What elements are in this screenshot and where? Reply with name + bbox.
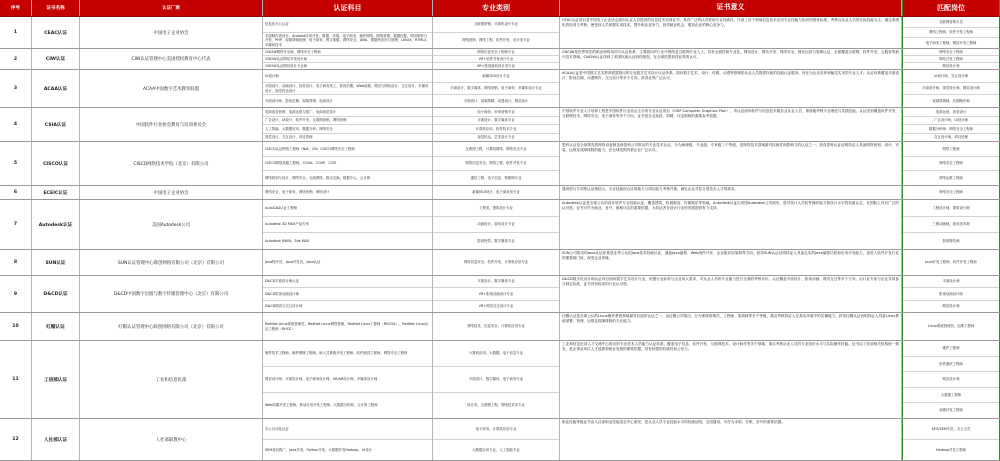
cell-no [0, 186, 32, 199]
post-line: 网站设计师 [942, 63, 960, 68]
cell-meaning [560, 17, 902, 48]
cell-subjects [263, 276, 433, 312]
certificate-name: 人社部认证 [44, 437, 67, 443]
vendor-name: 中国电子企业协会 [153, 190, 189, 196]
cell-no [0, 313, 32, 340]
cell-posts [902, 341, 1000, 418]
cell-no [0, 17, 32, 48]
cell-posts [902, 17, 1000, 48]
cell-meaning [560, 186, 902, 199]
subject-line: 人工智能、大数据应用、数据分析、网络安全 [263, 125, 432, 134]
vendor-name: 工业和信息化部 [155, 377, 187, 383]
subject-line: CNCIW认证网站开发设计师 [263, 56, 432, 63]
meaning-text: 通用型与专项型认证相结合，专业技能综合应用能力与岗位能力考核并重，满足企业对复合型技术人才的需求。 [562, 187, 739, 191]
post-line: 平面设计师 [903, 276, 999, 288]
cell-subjects [263, 313, 433, 340]
major-line: 影视特效、数字媒体专业 [477, 238, 515, 243]
subject-line: 网络规划与设计、网络安全、无线网络、路由交换、数据中心、云计算 [265, 175, 371, 180]
post-line: 网络安全工程师 [939, 190, 963, 195]
cell-name [32, 70, 80, 107]
table-row [0, 419, 1000, 461]
cell-posts [902, 186, 1000, 199]
post-line: 交互设计师、项目经理 [934, 135, 968, 140]
major-line: VR+影视动画设计专业 [433, 288, 559, 300]
subject-line: UI设计师 [263, 70, 432, 83]
row-number: 8 [13, 260, 18, 265]
major-line: 平面设计、数字媒体专业 [433, 276, 559, 288]
table-row [0, 341, 1000, 419]
subject-line: 平面设计、动画设计、视觉设计、电子商务美工、影视后期、Web前端、网页与网站设计、交互设计、多媒体设计、视觉传达设计 [263, 83, 432, 96]
cell-vendor [80, 49, 263, 69]
certificate-name: CISCO认证 [43, 161, 68, 167]
cell-no [0, 419, 32, 460]
post-line: 网络安全工程师 [903, 157, 999, 172]
subject-line: Autodesk MAYA、3ds MAX [265, 238, 310, 243]
vendor-name: 人社部职教中心 [155, 437, 187, 443]
vendor-name: CIW认证管理中心美国授权教育中心代表 [131, 57, 211, 62]
cell-subjects [263, 186, 433, 199]
cell-majors [433, 250, 560, 275]
subject-line: 电商视觉营销、电商运营与推广、电商视觉设计 [263, 108, 432, 117]
cell-name [32, 200, 80, 249]
header-no: 序号 [0, 0, 32, 16]
post-line: 大数据工程师 [903, 388, 999, 404]
cell-meaning [560, 341, 902, 418]
post-line: 工程设计师、建筑设计师 [903, 200, 999, 217]
cell-meaning [560, 276, 902, 312]
cell-no [0, 250, 32, 275]
major-line: 计算机应用、大数据、电子信息专业 [433, 341, 559, 367]
post-line: 影视动画设计师 [903, 288, 999, 300]
major-line: 互联网工程、计算机网络、网络安全专业 [433, 142, 559, 157]
cell-subjects [263, 108, 433, 141]
meaning-text: CNCIW是世界领先的职业网络培训与认证体系，主要面向IT行业中网络及互联网专业人士，具有全面性和专业性。网站设计、网站开发、网络安全、网站运营与管理认证，全面覆盖互联网、软件开发、云服务等新兴技术领域。CNCIW认证得到了美国权威认证机构授权，在全球范围获得业界的认可。 [562, 50, 899, 60]
cell-meaning [560, 108, 902, 141]
subject-line: RedHat Linux系统管理员、RedHat Linux网络管理、RedHat Linux工程师（RHCSA）、RedHat Linux认证工程师（RHCE） [265, 322, 429, 331]
major-line: 新媒体UI设计专业 [433, 70, 559, 83]
subject-line: Java程序员、Java开发员、Java认证 [265, 260, 321, 265]
row-number: 12 [12, 437, 19, 442]
cell-name [32, 49, 80, 69]
cell-no [0, 108, 32, 141]
table-row [0, 313, 1000, 341]
cell-majors [433, 142, 560, 185]
major-line: 新媒体UI设计、电子商务类专业 [472, 190, 520, 195]
cell-majors [433, 49, 560, 69]
table-row [0, 108, 1000, 142]
cell-name [32, 419, 80, 460]
meaning-text: 工业和信息化部人才交流中心推出的专业技术人员能力认证体系，覆盖电子信息、软件开发、互联网技术、设计制作等多个领域，重点考核从业人员的专业知识水平与实际操作技能。证书由工信部相关机构统一颁发，是企事业单位人才选拔和职业发展的重要依据，具有较强的权威性和公信力。 [562, 342, 899, 352]
cell-vendor [80, 341, 263, 418]
major-line: 网络信息安全、软件开发、计算机应用专业 [463, 260, 529, 265]
row-number: 7 [13, 222, 18, 227]
cell-name [32, 142, 80, 185]
certificate-name: 红帽认证 [46, 324, 65, 330]
major-line: 网络技术、信息安全、计算机应用专业 [467, 324, 525, 329]
cell-posts [902, 49, 1000, 69]
cell-name [32, 17, 80, 48]
major-line: 动画设计、游戏设计专业 [433, 217, 559, 234]
subject-line: 信息化办公认证 [263, 17, 432, 33]
subject-line: CISCO网络高级工程师、CCNA、CCNP、CCIE [263, 157, 432, 172]
major-line: 电子商务、市场营销专业 [433, 108, 559, 117]
major-line: VR+网页交互设计专业 [478, 304, 514, 309]
cell-name [32, 313, 80, 340]
post-line: 平面设计师、视觉设计师、网页设计师 [903, 83, 999, 96]
cell-posts [902, 70, 1000, 107]
table-row [0, 250, 1000, 276]
subject-line: D&CD平面设计师认证 [263, 276, 432, 288]
cell-majors [433, 108, 560, 141]
cell-majors [433, 276, 560, 312]
vendor-name: 中国电子企业协会 [153, 30, 189, 36]
cell-vendor [80, 142, 263, 185]
subject-line: 平面制作者设计、Android应用开发、数据、环境、电子商务、硬件网络、网络营销、数据挖掘、网页制作与开发、PHP、视频剪辑处理、电子商务、图文排版、网络安全、JAVA、数据库应用与管理、LINUX、HTML5、多媒体技术 [265, 33, 430, 47]
post-line: 视频剪辑师、后期制作师 [932, 98, 970, 103]
vendor-name: D&CD中国数字出版与数字传媒管理中心（北京）有限公司 [113, 292, 229, 297]
meaning-text: 职业技能等级证书由人社部职业技能鉴定中心颁发，是从业人员专业技能水平的权威证明，全国通用，可作为求职、任职、晋升的重要依据。 [562, 420, 785, 424]
subject-line: SEM竞价推广、Java开发、Python开发、大数据开发Hadoop、UI设计 [265, 447, 373, 452]
meaning-text: 思科认证是全球领先的网络设备制造商思科公司推出的专业技术认证，分为助理级、专业级、专家级三个等级，是网络技术领域最具权威性和影响力的认证之一。获得思科认证证明持证人具备网络规划、设计、安装、运维及故障排除的能力，在全球范围内被企业广泛认可。 [562, 143, 899, 153]
row-number: 5 [13, 161, 18, 166]
subject-line: 平面设计师、影视后期、视频剪辑、电商设计 [265, 98, 333, 103]
header-meaning: 证书意义 [560, 0, 902, 16]
subject-line: 视觉设计、交互设计、项目管理 [265, 135, 313, 140]
cell-majors [433, 313, 560, 340]
table-header-row [0, 0, 1000, 17]
post-line: 电子商务工程师、网站开发工程师 [925, 40, 977, 45]
major-line: VR+影视游戏设计类专业 [476, 63, 516, 68]
major-line: 互联网营销、计算机设计专业 [433, 17, 559, 33]
meaning-text: Autodesk认证是全球公认的设计软件专业技能认证，覆盖建筑、机械制造、传媒娱乐等领域。Autodesk认证由美国Autodesk公司颁发，是对设计人员软件操作能力和设计水平的权威认定，在国际上具有广泛的认可度。证书可作为就业、晋升、职称评定的重要依据，为持证者在设计行业的发展提供有力支持。 [562, 201, 899, 211]
subject-line: 硬件技术工程师、硬件维修工程师、嵌入式系统开发工程师、软件测试工程师、网络安全工程师 [263, 341, 432, 367]
row-number: 9 [13, 291, 18, 297]
post-line: 网页设计师 [942, 304, 960, 309]
cell-no [0, 276, 32, 312]
subject-line: 网页设计师、平面设计师、电子商务设计师、VR/AR设计师、多媒体设计师 [263, 367, 432, 393]
cell-vendor [80, 419, 263, 460]
cell-name [32, 108, 80, 141]
post-line: SEO/SEM专员、办公文员 [903, 419, 999, 440]
vendor-name: CISCO网络技术学院（北京）有限公司 [133, 161, 209, 167]
post-line: 互联网营销专员 [903, 17, 999, 28]
major-line: 大数据应用专业、人工智能专业 [472, 447, 520, 452]
cell-name [32, 250, 80, 275]
post-line: UI设计师、交互设计师 [903, 70, 999, 83]
cell-name [32, 341, 80, 418]
post-line: 网页设计师 [903, 372, 999, 388]
post-line: 前端开发工程师 [939, 408, 963, 413]
subject-line: 办公自动化认证 [263, 419, 432, 440]
meaning-text: 红帽认证是全球公认的Linux操作系统领域最具价值的认证之一，由红帽公司推出，分为系统管理员、工程师、架构师等多个等级，重点考核持证人在真实环境中的实操能力。获得红帽认证表明持证人具备Linux系统部署、管理、运维及故障排除的专业能力。 [562, 314, 899, 324]
subject-line: 网络安全、电子商务、网络营销、网络设计 [265, 190, 330, 195]
major-line: 平面设计、数字媒体、网络营销、电子商务、多媒体设计专业 [433, 83, 559, 96]
major-line: 平面设计、数字媒体专业 [433, 117, 559, 126]
post-line: 网络运维工程师 [939, 175, 963, 180]
cell-vendor [80, 70, 263, 107]
cell-meaning [560, 200, 902, 249]
cell-majors [433, 341, 560, 418]
row-number: 4 [13, 122, 18, 127]
certificate-name: SUN认证 [45, 260, 66, 266]
header-name: 证书名称 [32, 0, 80, 16]
cell-subjects [263, 250, 433, 275]
row-number: 10 [12, 324, 19, 329]
major-line: 平面设计、视频剪辑、动漫设计、网页设计 [463, 98, 529, 103]
subject-line: D&CD网页与交互设计师 [265, 304, 303, 309]
cell-meaning [560, 142, 902, 185]
subject-line: D&CD影视动画设计师 [263, 288, 432, 300]
certificate-name: 工信部认证 [44, 377, 67, 383]
cell-no [0, 142, 32, 185]
table-row [0, 17, 1000, 49]
row-number: 6 [13, 190, 18, 195]
cell-subjects [263, 419, 433, 460]
meaning-text: SUN公司推出的Java认证体系是业界公认的Java技术权威认证，涵盖Java编程、Web组件开发、企业级应用架构等方向。获得SUN认证证明持证人具备扎实的Java编程功底和应用开发能力，是进入软件开发行业的重要敲门砖，深受企业青睐。 [562, 251, 899, 261]
meaning-text: ACAA认证是中国数字艺术教育联盟推出的专业数字艺术设计认证体系，面向数字艺术、设计、传媒、动漫等领域的从业人员提供权威的技能认证服务，旨在为企业培养和输送实用型专业人才。认证体系覆盖平面设计、影视后期、动漫制作、交互设计等多个方向，获得业界广泛认可。 [562, 71, 899, 81]
cell-posts [902, 419, 1000, 460]
cell-no [0, 341, 32, 418]
post-line: Linux系统管理员、运维工程师 [927, 324, 975, 329]
row-number: 1 [13, 30, 18, 35]
post-line: 网络安全工程师 [903, 49, 999, 56]
major-line: 计算机应用、软件技术专业 [433, 125, 559, 134]
table-row [0, 49, 1000, 70]
major-line: 网络信息安全工程师专业 [433, 49, 559, 56]
cell-posts [902, 276, 1000, 312]
row-number: 11 [12, 377, 19, 382]
subject-line: AutoCAD认证工程师 [263, 200, 432, 217]
certificate-name: CEAC认证 [44, 30, 67, 36]
certificate-name: CIW认证 [45, 57, 66, 62]
table-row [0, 200, 1000, 250]
vendor-name: ACAA中国数字艺术教育联盟 [142, 86, 200, 92]
cell-posts [902, 313, 1000, 340]
meaning-text: D&CD数字化设计师认证项目面向数字艺术设计行业，依据行业标准与企业用人需求，对从业人员的专业能力进行全面的考核评价。认证覆盖平面设计、影视动画、网页交互等多个方向，由行业专家与企业共同参与制定标准，证书具有较高的行业认可度。 [562, 277, 899, 287]
cell-majors [433, 200, 560, 249]
header-posts: 匹配岗位 [902, 0, 1000, 16]
subject-line: Web前端开发工程师、移动应用开发工程师、大数据分析师、云计算工程师 [265, 403, 378, 408]
cell-subjects [263, 200, 433, 249]
table-row [0, 70, 1000, 108]
post-line: Hadoop开发工程师 [935, 447, 967, 452]
cell-posts [902, 200, 1000, 249]
header-vendor: 认证厂商 [80, 0, 263, 16]
cell-name [32, 186, 80, 199]
cell-meaning [560, 49, 902, 69]
vendor-name: 红帽认证管理中心联创网络有限公司（北京）有限公司 [118, 324, 224, 330]
post-line: 网站开发工程师 [903, 56, 999, 63]
cell-subjects [263, 341, 433, 418]
cell-subjects [263, 49, 433, 69]
post-line: 数据分析师、网络安全工程师 [903, 125, 999, 134]
cell-majors [433, 419, 560, 460]
cell-name [32, 276, 80, 312]
vendor-name: 美国Autodesk公司 [151, 222, 191, 228]
cell-posts [902, 108, 1000, 141]
certificate-name: ACAA认证 [43, 86, 68, 92]
meaning-text: 中国软件专业人才培养工程是中国软件行业协会主办的专业认证项目（CSIP Computer Graphics Plan），该认证面向软件与信息技术服务业从业人员，系统地考核专业理论与实践技能。认证类别覆盖软件开发、互联网技术、网络安全、电子商务等多个方向，证书是企业选拔、招聘、评定职称的重要参考依据。 [562, 109, 899, 119]
major-line: 电子商务、计算机应用专业 [433, 419, 559, 440]
major-line: 网络营销、网络工程、软件开发、设计类专业 [462, 38, 530, 43]
cell-vendor [80, 313, 263, 340]
post-line: 广告设计师、UI设计师 [903, 117, 999, 126]
major-line: VR+软件开发设计专业 [433, 56, 559, 63]
cell-majors [433, 17, 560, 48]
meaning-text: CEAC认证项目是中国电子企业协会面向从业人员提供的信息技术培训证书，具有广泛的认可度和专业权威性，代表了各个领域信息技术应用专业技能与知识的国家标准。考核以从业人员的实际技能为主，通过系统化的培训与考核，使受训人员掌握实用技术，提升职业竞争力，获得就业机会，增加企业的核心竞争力。 [562, 18, 899, 28]
major-line: 设计类、互联网工程、网络技术类专业 [467, 403, 525, 408]
cell-subjects [263, 17, 433, 48]
post-line: 网络工程师 [903, 142, 999, 157]
post-line: Java开发工程师、软件开发工程师 [925, 260, 977, 265]
cell-no [0, 200, 32, 249]
cell-posts [902, 142, 1000, 185]
subject-line: CNCIW认证网站设计专业师 [265, 63, 308, 68]
subject-line: CNCIW网络安全师、网络安全工程师 [263, 49, 432, 56]
cell-vendor [80, 276, 263, 312]
cell-posts [902, 250, 1000, 275]
cell-majors [433, 186, 560, 199]
cell-vendor [80, 250, 263, 275]
post-line: 三维动画师、游戏美术师 [903, 217, 999, 234]
cell-no [0, 70, 32, 107]
certificate-name: Autodesk认证 [38, 222, 73, 228]
cell-meaning [560, 250, 902, 275]
subject-line: CISCO认证网络工程师（Net、CN）CISCO网络安全工程师 [263, 142, 432, 157]
post-line: 电商运营、视觉设计 [903, 108, 999, 117]
vendor-name: SUN认证管理中心联创网络有限公司（北京）有限公司 [118, 260, 224, 266]
subject-line: Autodesk 3D MAX产品专家 [263, 217, 432, 234]
header-subjects: 认证科目 [263, 0, 433, 16]
certificate-name: CSIA认证 [44, 122, 67, 128]
major-line: 平面设计、数字媒体、电子商务专业 [433, 367, 559, 393]
row-number: 3 [13, 86, 18, 91]
cell-subjects [263, 70, 433, 107]
cell-meaning [560, 70, 902, 107]
cell-vendor [80, 17, 263, 48]
header-majors: 专业类别 [433, 0, 560, 16]
post-line: 网络工程师、软件开发工程师 [903, 28, 999, 39]
major-line: 工程类、建筑设计专业 [433, 200, 559, 217]
table-row [0, 276, 1000, 313]
cell-meaning [560, 419, 902, 460]
cell-no [0, 49, 32, 69]
post-line: 硬件工程师 [903, 341, 999, 357]
cell-vendor [80, 200, 263, 249]
post-line: 影视特效师 [942, 238, 960, 243]
major-line: 通信工程、电子信息、物联网专业 [470, 175, 522, 180]
row-number: 2 [13, 56, 18, 62]
major-line: 视觉传达、艺术设计专业 [477, 135, 515, 140]
table-row [0, 186, 1000, 200]
cell-vendor [80, 108, 263, 141]
cell-subjects [263, 142, 433, 185]
vendor-name: 中国软件行业协会教育与培训委员会 [135, 122, 207, 128]
major-line: 网络信息安全、网络工程、软件开发专业 [433, 157, 559, 172]
cell-meaning [560, 313, 902, 340]
certificate-name: ECEIC认证 [43, 190, 68, 196]
subject-line: 广告设计、UI设计、软件开发、互联网营销、网络营销 [263, 117, 432, 126]
post-line: 软件测试工程师 [903, 357, 999, 373]
certificate-name: D&CD认证 [43, 292, 68, 297]
table-row [0, 142, 1000, 186]
cell-vendor [80, 186, 263, 199]
cell-majors [433, 70, 560, 107]
